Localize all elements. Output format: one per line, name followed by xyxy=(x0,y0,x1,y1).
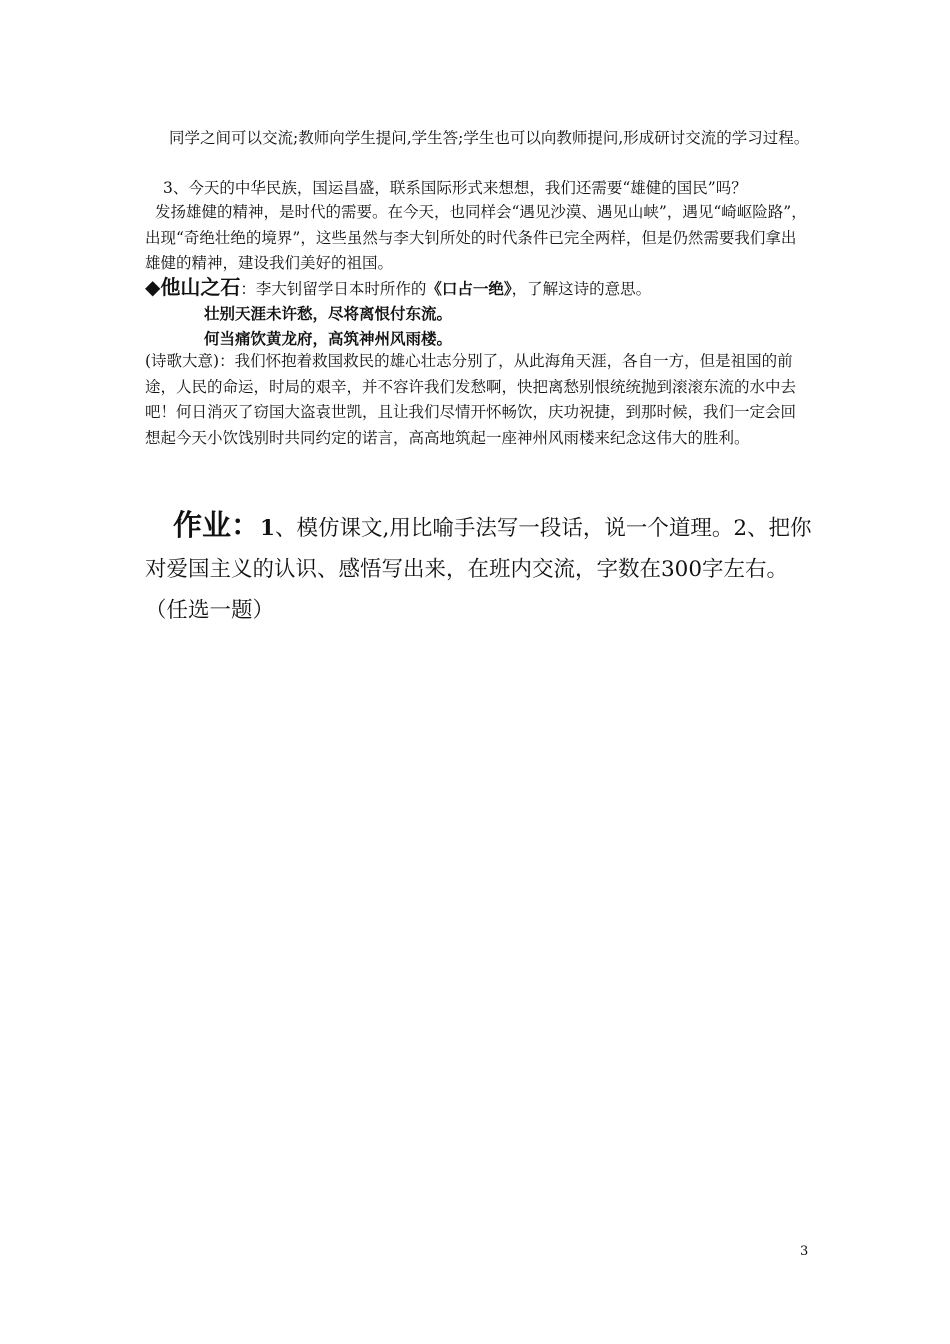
homework-paragraph xyxy=(145,505,813,631)
homework-item-number: 1 xyxy=(260,516,275,541)
question-3: 3、今天的中华民族，国运昌盛，联系国际形式来想想，我们还需要“雄健的国民”吗？ xyxy=(163,179,747,197)
diamond-bullet-icon: ◆ xyxy=(145,275,161,299)
intro-text-after: ，了解这诗的意思。 xyxy=(511,280,652,298)
poem-line-1: 壮别天涯未许愁，尽将离恨付东流。 xyxy=(204,304,453,323)
homework-text: 、模仿课文,用比喻手法写一段话，说一个道理。2、把你对爱国主义的认识、感悟写出来，在班内交流，字数在300字左右。（任选一题） xyxy=(145,516,812,623)
answer-3-paragraph: 发扬雄健的精神，是时代的需要。在今天，也同样会“遇见沙漠、遇见山峡”，遇见“崎岖险路”，出现“奇绝壮绝的境界”，这些虽然与李大钊所处的时代条件已完全两样，但是仍然需要我们拿出雄健的精神，建设我们美好的祖国。 xyxy=(145,203,807,272)
section-intro xyxy=(145,275,810,303)
homework-label: 作业： xyxy=(173,508,261,542)
section-heading: 他山之石 xyxy=(160,275,241,299)
poem-line-2: 何当痛饮黄龙府，高筑神州风雨楼。 xyxy=(204,329,453,348)
page-number: 3 xyxy=(800,1244,809,1259)
poem-title: 《口占一绝》 xyxy=(426,279,512,298)
intro-text-before: ：李大钊留学日本时所作的 xyxy=(240,280,427,298)
discussion-paragraph: 同学之间可以交流;教师向学生提问,学生答;学生也可以向教师提问,形成研讨交流的学习过程。 xyxy=(169,129,810,147)
poem-meaning-paragraph: (诗歌大意)：我们怀抱着救国救民的雄心壮志分别了，从此海角天涯，各自一方，但是祖国的前途，人民的命运，时局的艰辛，并不容许我们发愁啊，快把离愁别恨统统抛到滚滚东流的水中去吧！何日消灭了窃国大盗袁世凯，且让我们尽情开怀畅饮，庆功祝捷，到那时候，我们一定会回想起今天小饮饯别时共同约定的诺言，高高地筑起一座神州风雨楼来纪念这伟大的胜利。 xyxy=(145,352,797,447)
